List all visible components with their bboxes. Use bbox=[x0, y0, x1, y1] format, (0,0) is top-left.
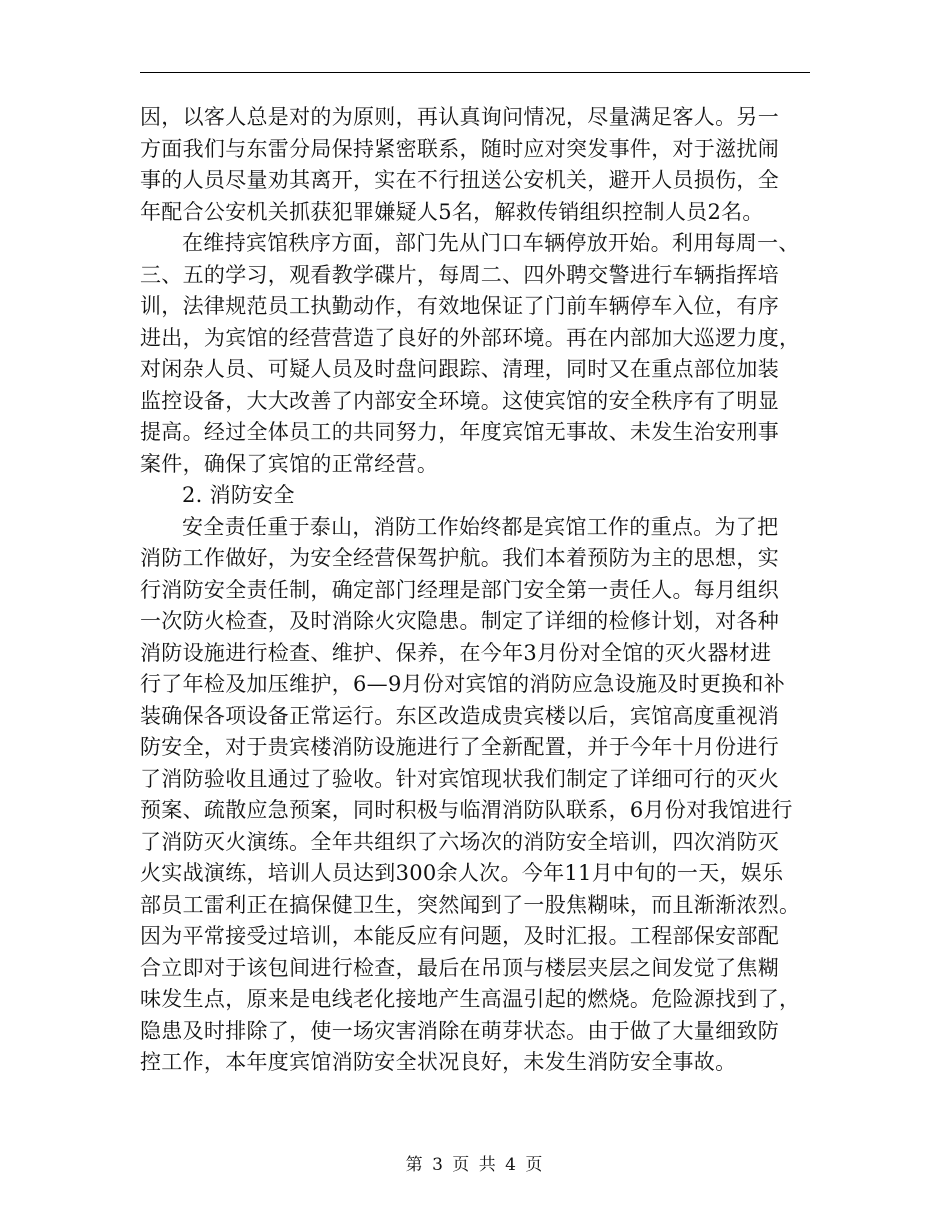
text-line: 进出，为宾馆的经营营造了良好的外部环境。再在内部加大巡逻力度， bbox=[140, 325, 801, 350]
text-line: 消防设施进行检查、维护、保养，在今年3月份对全馆的灭火器材进 bbox=[140, 640, 772, 665]
document-body bbox=[140, 102, 812, 1079]
text-line: 行消防安全责任制，确定部门经理是部门安全第一责任人。每月组织 bbox=[140, 577, 779, 602]
text-line: 2. 消防安全 bbox=[182, 483, 295, 507]
text-line: 训，法律规范员工执勤动作，有效地保证了门前车辆停车入位，有序 bbox=[140, 294, 779, 318]
text-line: 因为平常接受过培训，本能反应有问题，及时汇报。工程部保安部配 bbox=[140, 924, 779, 948]
text-line: 安全责任重于泰山，消防工作始终都是宾馆工作的重点。为了把 bbox=[182, 514, 779, 539]
text-line: 了消防灭火演练。全年共组织了六场次的消防安全培训，四次消防灭 bbox=[140, 829, 779, 854]
text-line: 案件，确保了宾馆的正常经营。 bbox=[140, 451, 439, 476]
text-line: 部员工雷利正在搞保健卫生，突然闻到了一股焦糊味，而且渐渐浓烈。 bbox=[140, 892, 801, 917]
text-line: 消防工作做好，为安全经营保驾护航。我们本着预防为主的思想，实 bbox=[140, 546, 779, 570]
text-line: 合立即对于该包间进行检查，最后在吊顶与楼层夹层之间发觉了焦糊 bbox=[140, 955, 779, 980]
text-line: 年配合公安机关抓获犯罪嫌疑人5名，解救传销组织控制人员2名。 bbox=[140, 199, 764, 224]
text-line: 预案、疏散应急预案，同时积极与临渭消防队联系，6月份对我馆进行 bbox=[140, 798, 793, 822]
header-rule bbox=[140, 72, 810, 73]
text-line: 方面我们与东雷分局保持紧密联系，随时应对突发事件，对于滋扰闹 bbox=[140, 136, 779, 161]
text-line: 味发生点，原来是电线老化接地产生高温引起的燃烧。危险源找到了， bbox=[140, 987, 801, 1011]
text-line: 对闲杂人员、可疑人员及时盘问跟踪、清理，同时又在重点部位加装 bbox=[140, 357, 779, 381]
text-line: 装确保各项设备正常运行。东区改造成贵宾楼以后，宾馆高度重视消 bbox=[140, 703, 779, 728]
text-line: 隐患及时排除了，使一场灾害消除在萌芽状态。由于做了大量细致防 bbox=[140, 1018, 779, 1043]
page-number-footer: 第 3 页 共 4 页 bbox=[405, 1155, 545, 1175]
text-line: 行了年检及加压维护，6—9月份对宾馆的消防应急设施及时更换和补 bbox=[140, 672, 786, 696]
text-line: 火实战演练，培训人员达到300余人次。今年11月中旬的一天，娱乐 bbox=[140, 861, 784, 885]
text-line: 防安全，对于贵宾楼消防设施进行了全新配置，并于今年十月份进行 bbox=[140, 735, 779, 759]
text-line: 一次防火检查，及时消除火灾隐患。制定了详细的检修计划，对各种 bbox=[140, 609, 779, 633]
text-line: 在维持宾馆秩序方面，部门先从门口车辆停放开始。利用每周一、 bbox=[182, 231, 800, 255]
text-line: 控工作，本年度宾馆消防安全状况良好，未发生消防安全事故。 bbox=[140, 1050, 737, 1074]
text-line: 了消防验收且通过了验收。针对宾馆现状我们制定了详细可行的灭火 bbox=[140, 766, 779, 791]
text-line: 三、五的学习，观看教学碟片，每周二、四外聘交警进行车辆指挥培 bbox=[140, 262, 779, 287]
text-line: 事的人员尽量劝其离开，实在不行扭送公安机关，避开人员损伤，全 bbox=[140, 168, 779, 192]
text-line: 提高。经过全体员工的共同努力，年度宾馆无事故、未发生治安刑事 bbox=[140, 420, 779, 444]
text-line: 监控设备，大大改善了内部安全环境。这使宾馆的安全秩序有了明显 bbox=[140, 388, 779, 413]
text-line: 因，以客人总是对的为原则，再认真询问情况，尽量满足客人。另一 bbox=[140, 105, 779, 129]
